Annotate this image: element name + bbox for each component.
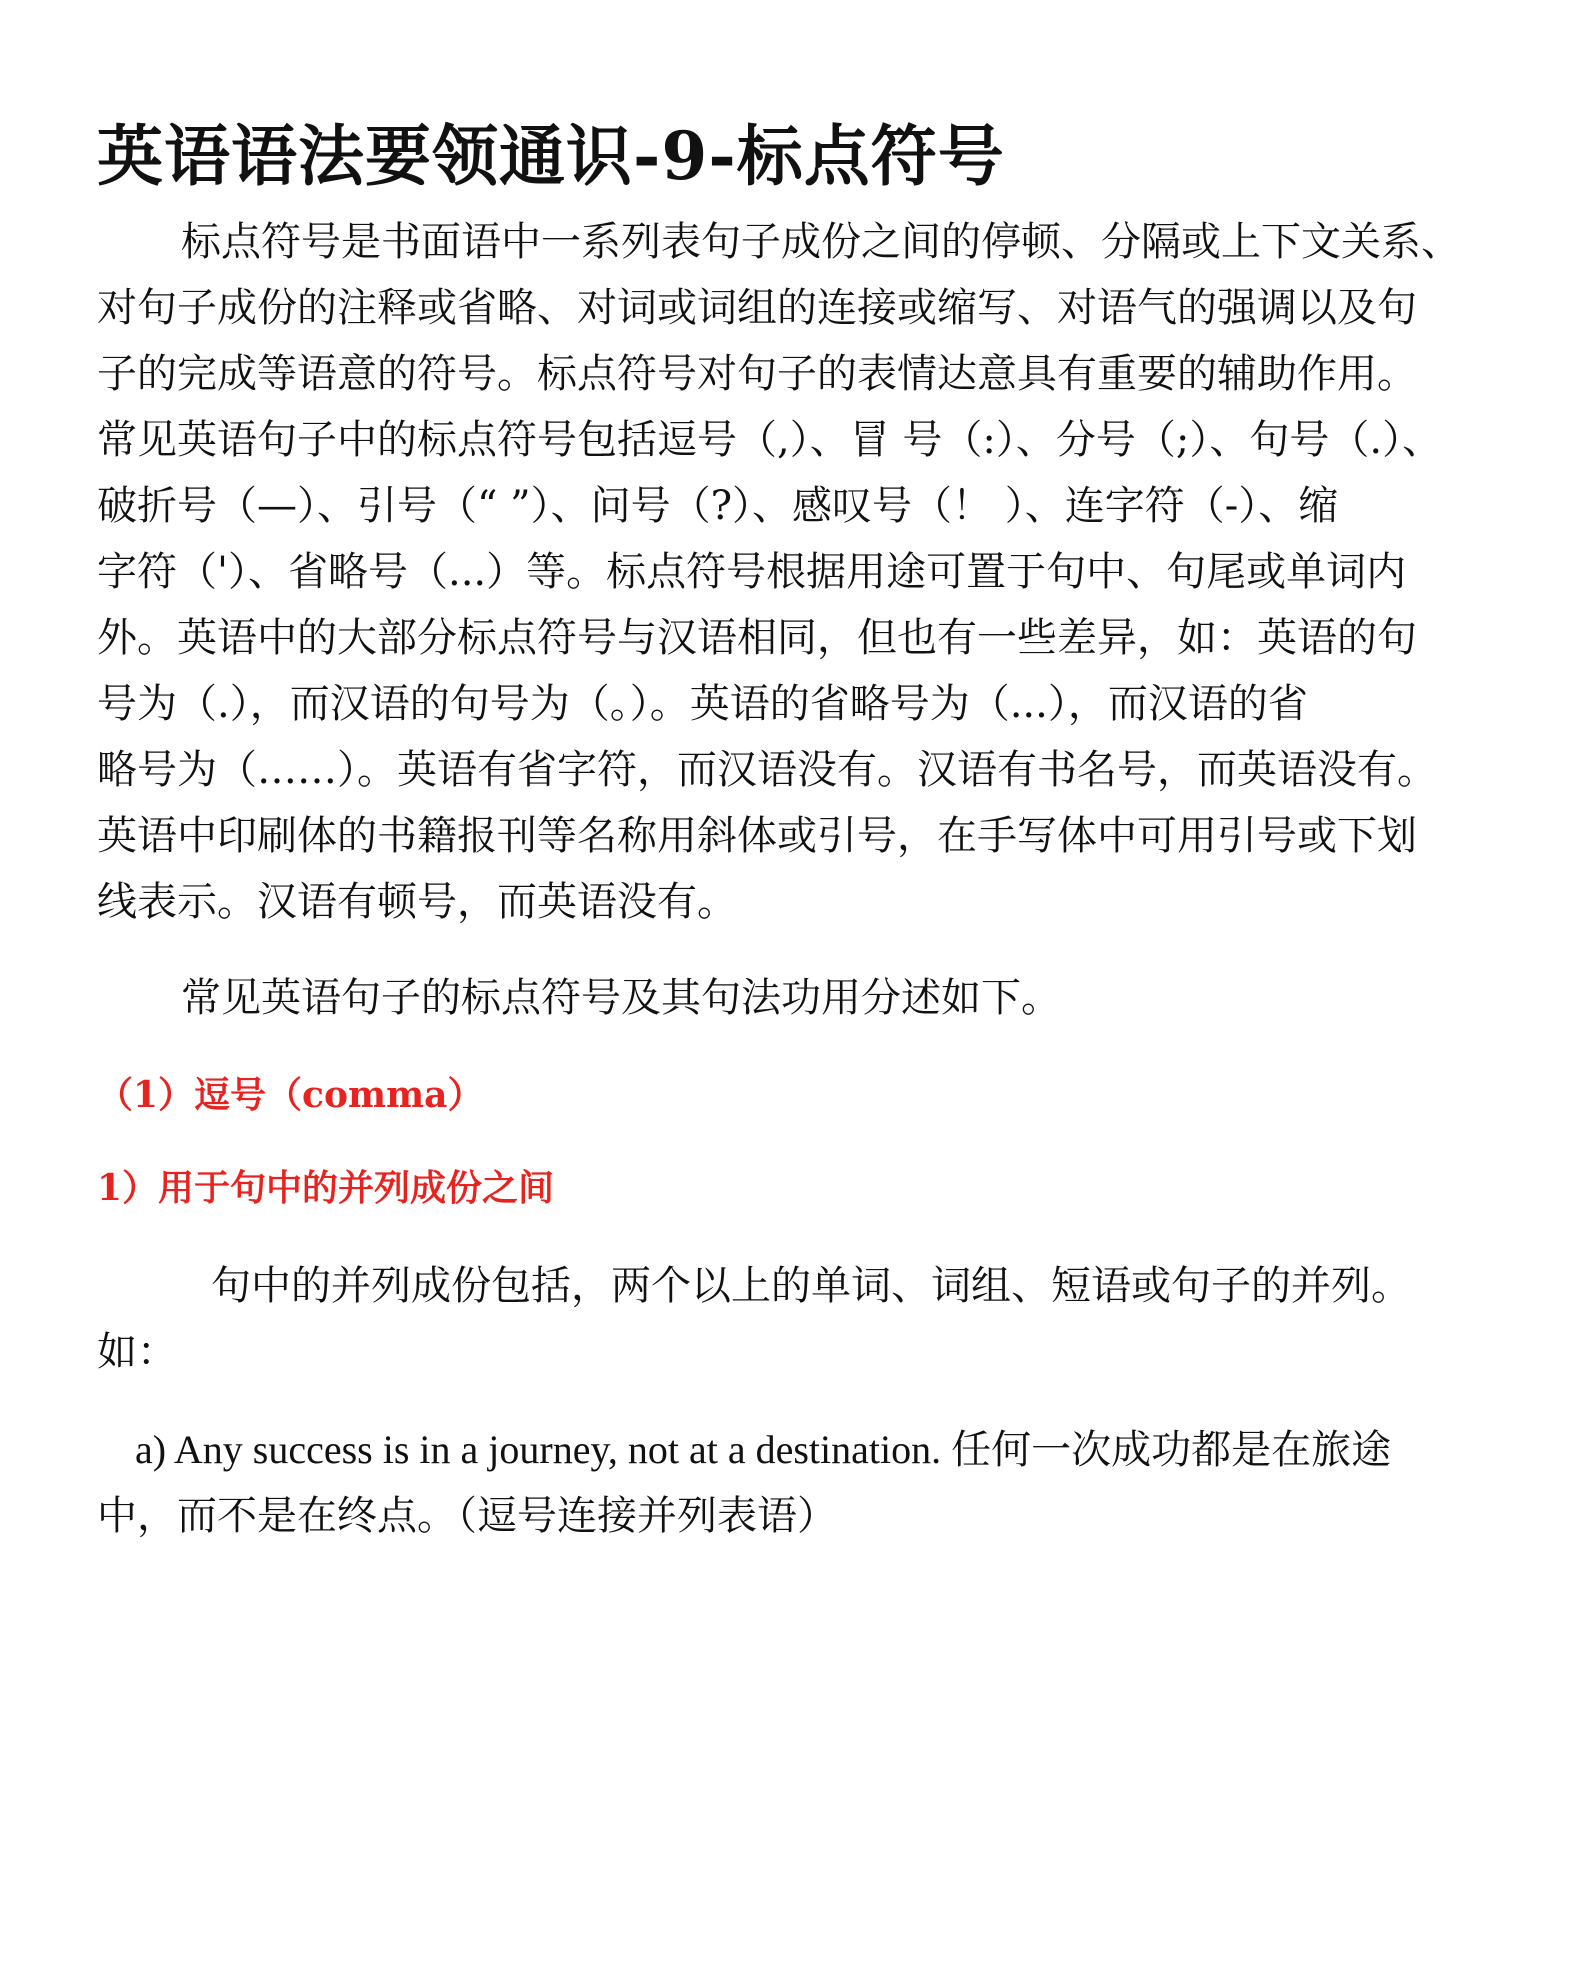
intro-line: 标点符号是书面语中一系列表句子成份之间的停顿、分隔或上下文关系、: [181, 219, 1461, 265]
subsection-heading: 1）用于句中的并列成份之间: [97, 1167, 555, 1209]
example-line: 中，而不是在终点。（逗号连接并列表语）: [97, 1493, 837, 1538]
intro-line: 破折号（—）、引号（“ ”）、问号（?）、感叹号（！ ）、连字符（-）、缩: [97, 483, 1339, 529]
intro-line: 线表示。汉语有顿号，而英语没有。: [97, 879, 737, 925]
section-heading: （1）逗号（comma）: [97, 1074, 484, 1116]
intro-line: 英语中印刷体的书籍报刊等名称用斜体或引号，在手写体中可用引号或下划: [97, 813, 1417, 859]
intro-line: 字符（'）、省略号（...）等。标点符号根据用途可置于句中、句尾或单词内: [97, 549, 1407, 595]
intro-line: 常见英语句子中的标点符号包括逗号（,）、冒 号（:）、分号（;）、句号（.）、: [97, 417, 1443, 463]
intro-line: 对句子成份的注释或省略、对词或词组的连接或缩写、对语气的强调以及句: [97, 285, 1417, 331]
description-line: 如：: [97, 1329, 177, 1375]
overview-line: 常见英语句子的标点符号及其句法功用分述如下。: [181, 975, 1061, 1021]
description-line: 句中的并列成份包括，两个以上的单词、词组、短语或句子的并列。: [211, 1263, 1411, 1309]
intro-line: 号为（.），而汉语的句号为（。）。英语的省略号为（...），而汉语的省: [97, 681, 1308, 727]
example-line: a) Any success is in a journey, not at a destination. 任何一次成功都是在旅途: [135, 1427, 1392, 1472]
intro-line: 子的完成等语意的符号。标点符号对句子的表情达意具有重要的辅助作用。: [97, 351, 1417, 397]
intro-line: 外。英语中的大部分标点符号与汉语相同，但也有一些差异，如：英语的句: [97, 615, 1417, 661]
document-title: 英语语法要领通识-9-标点符号: [97, 117, 1005, 195]
intro-line: 略号为（……）。英语有省字符，而汉语没有。汉语有书名号，而英语没有。: [97, 747, 1437, 793]
